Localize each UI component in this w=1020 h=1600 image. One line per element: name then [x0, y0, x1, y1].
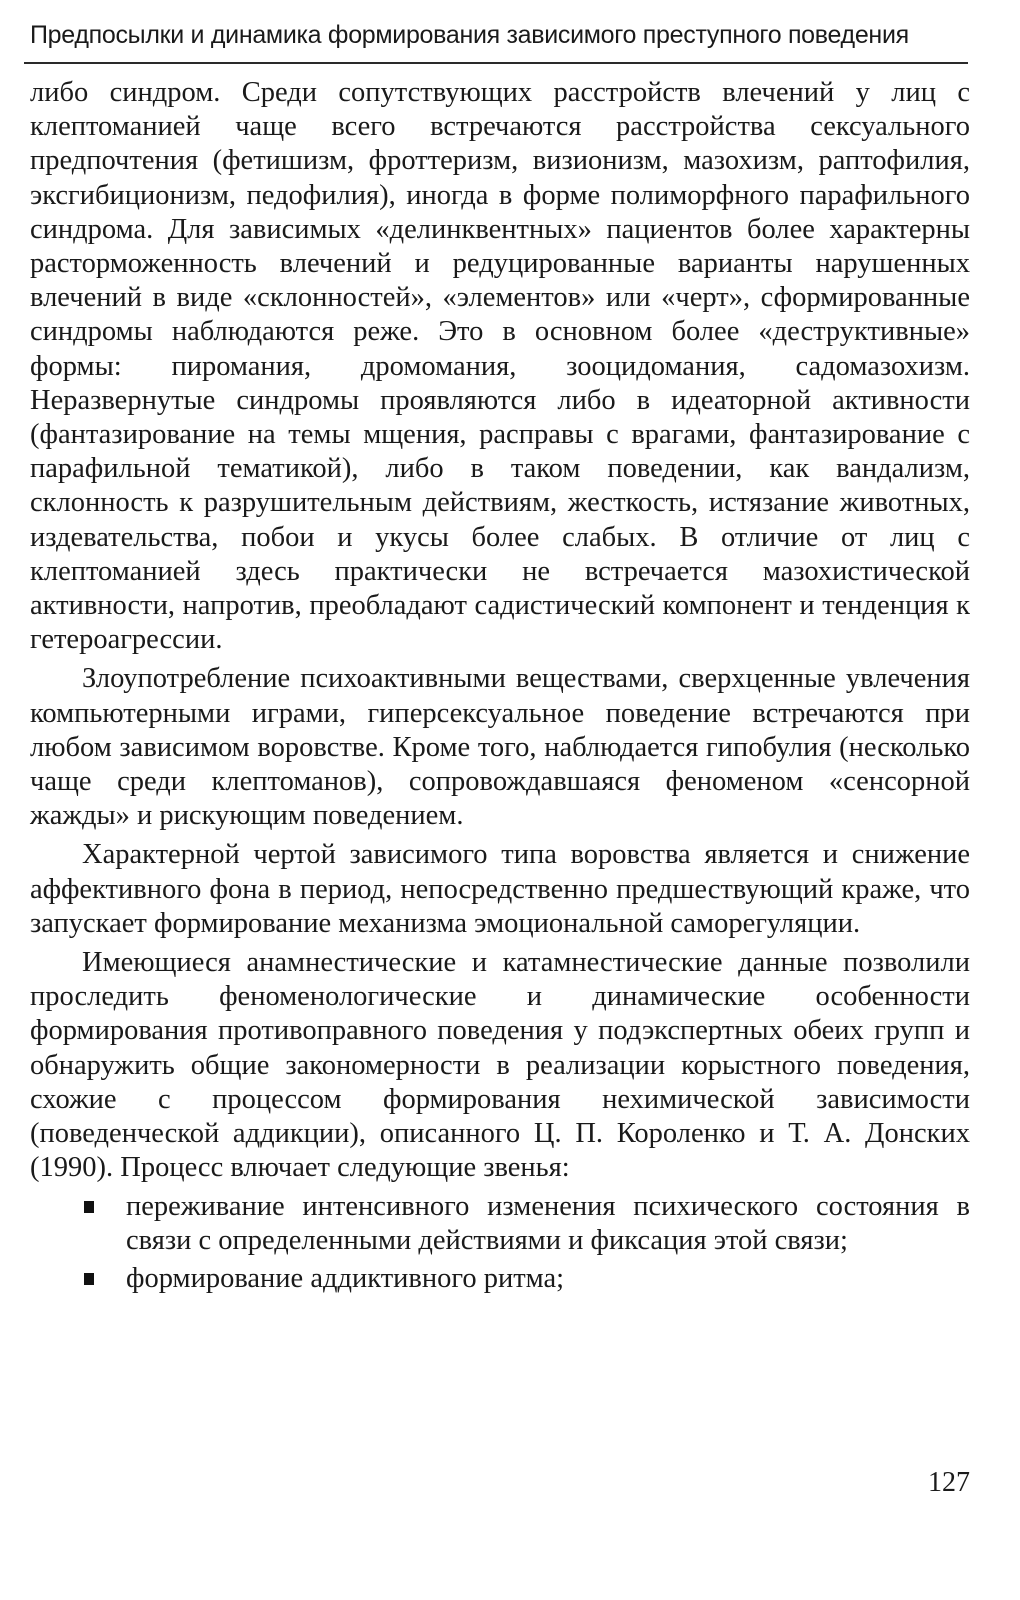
bullet-list [30, 1190, 970, 1297]
header-divider [24, 62, 968, 64]
paragraph-2: Злоупотребление психоактивными веществами, сверхценные увлечения компьютерными играми, гиперсексуальное поведение встречаются при любом зависимом воровстве. Кроме того, наблюдается гипобулия (несколько чаще среди клептоманов), сопровождавшаяся феноменом «сенсорной жажды» и рискующим поведением. [30, 663, 970, 832]
paragraph-1: либо синдром. Среди сопутствующих расстройств влечений у лиц с клептоманией чаще всего встречаются расстройства сексуального предпочтения (фетишизм, фроттеризм, визионизм, мазохизм, раптофилия, эксгибиционизм, педофилия), иногда в форме полиморфного парафильного синдрома. Для зависимых «делинквентных» пациентов более характерны расторможенность влечений и редуцированные варианты нарушенных влечений в виде «склонностей», «элементов» или «черт», сформированные синдромы наблюдаются реже. Это в основном более «деструктивные» формы: пиромания, дромомания, зооцидомания, садомазохизм. Неразвернутые синдромы проявляются либо в идеаторной активности (фантазирование на темы мщения, расправы с врагами, фантазирование с парафильной тематикой), либо в таком поведении, как вандализм, склонность к разрушительным действиям, жесткость, истязание животных, издевательства, побои и укусы более слабых. В отличие от лиц с клептоманией здесь практически не встречается мазохистической активности, напротив, преобладают садистический компонент и тенденция к гетероагрессии. [30, 77, 970, 656]
square-bullet-icon [84, 1273, 94, 1285]
page-number: 127 [928, 1467, 970, 1498]
list-item-text: формирование аддиктивного ритма; [126, 1262, 565, 1294]
body-text [30, 76, 970, 1300]
paragraph-3: Характерной чертой зависимого типа воровства является и снижение аффективного фона в период, непосредственно предшествующий краже, что запускает формирование механизма эмоциональной саморегуляции. [30, 839, 970, 939]
running-title: Предпосылки и динамика формирования зависимого преступного поведения [30, 21, 909, 49]
list-item [30, 1262, 970, 1296]
square-bullet-icon [84, 1201, 94, 1213]
paragraph-4: Имеющиеся анамнестические и катамнестические данные позволили проследить феноменологические и динамические особенности формирования противоправного поведения у подэкспертных обеих групп и обнаружить общие закономерности в реализации корыстного поведения, схожие с процессом формирования нехимической зависимости (поведенческой аддикции), описанного Ц. П. Короленко и Т. А. Донских (1990). Процесс влючает следующие звенья: [30, 947, 970, 1184]
list-item [30, 1190, 970, 1258]
list-item-text: переживание интенсивного изменения психического состояния в связи с определенными действиями и фиксация этой связи; [126, 1190, 970, 1256]
